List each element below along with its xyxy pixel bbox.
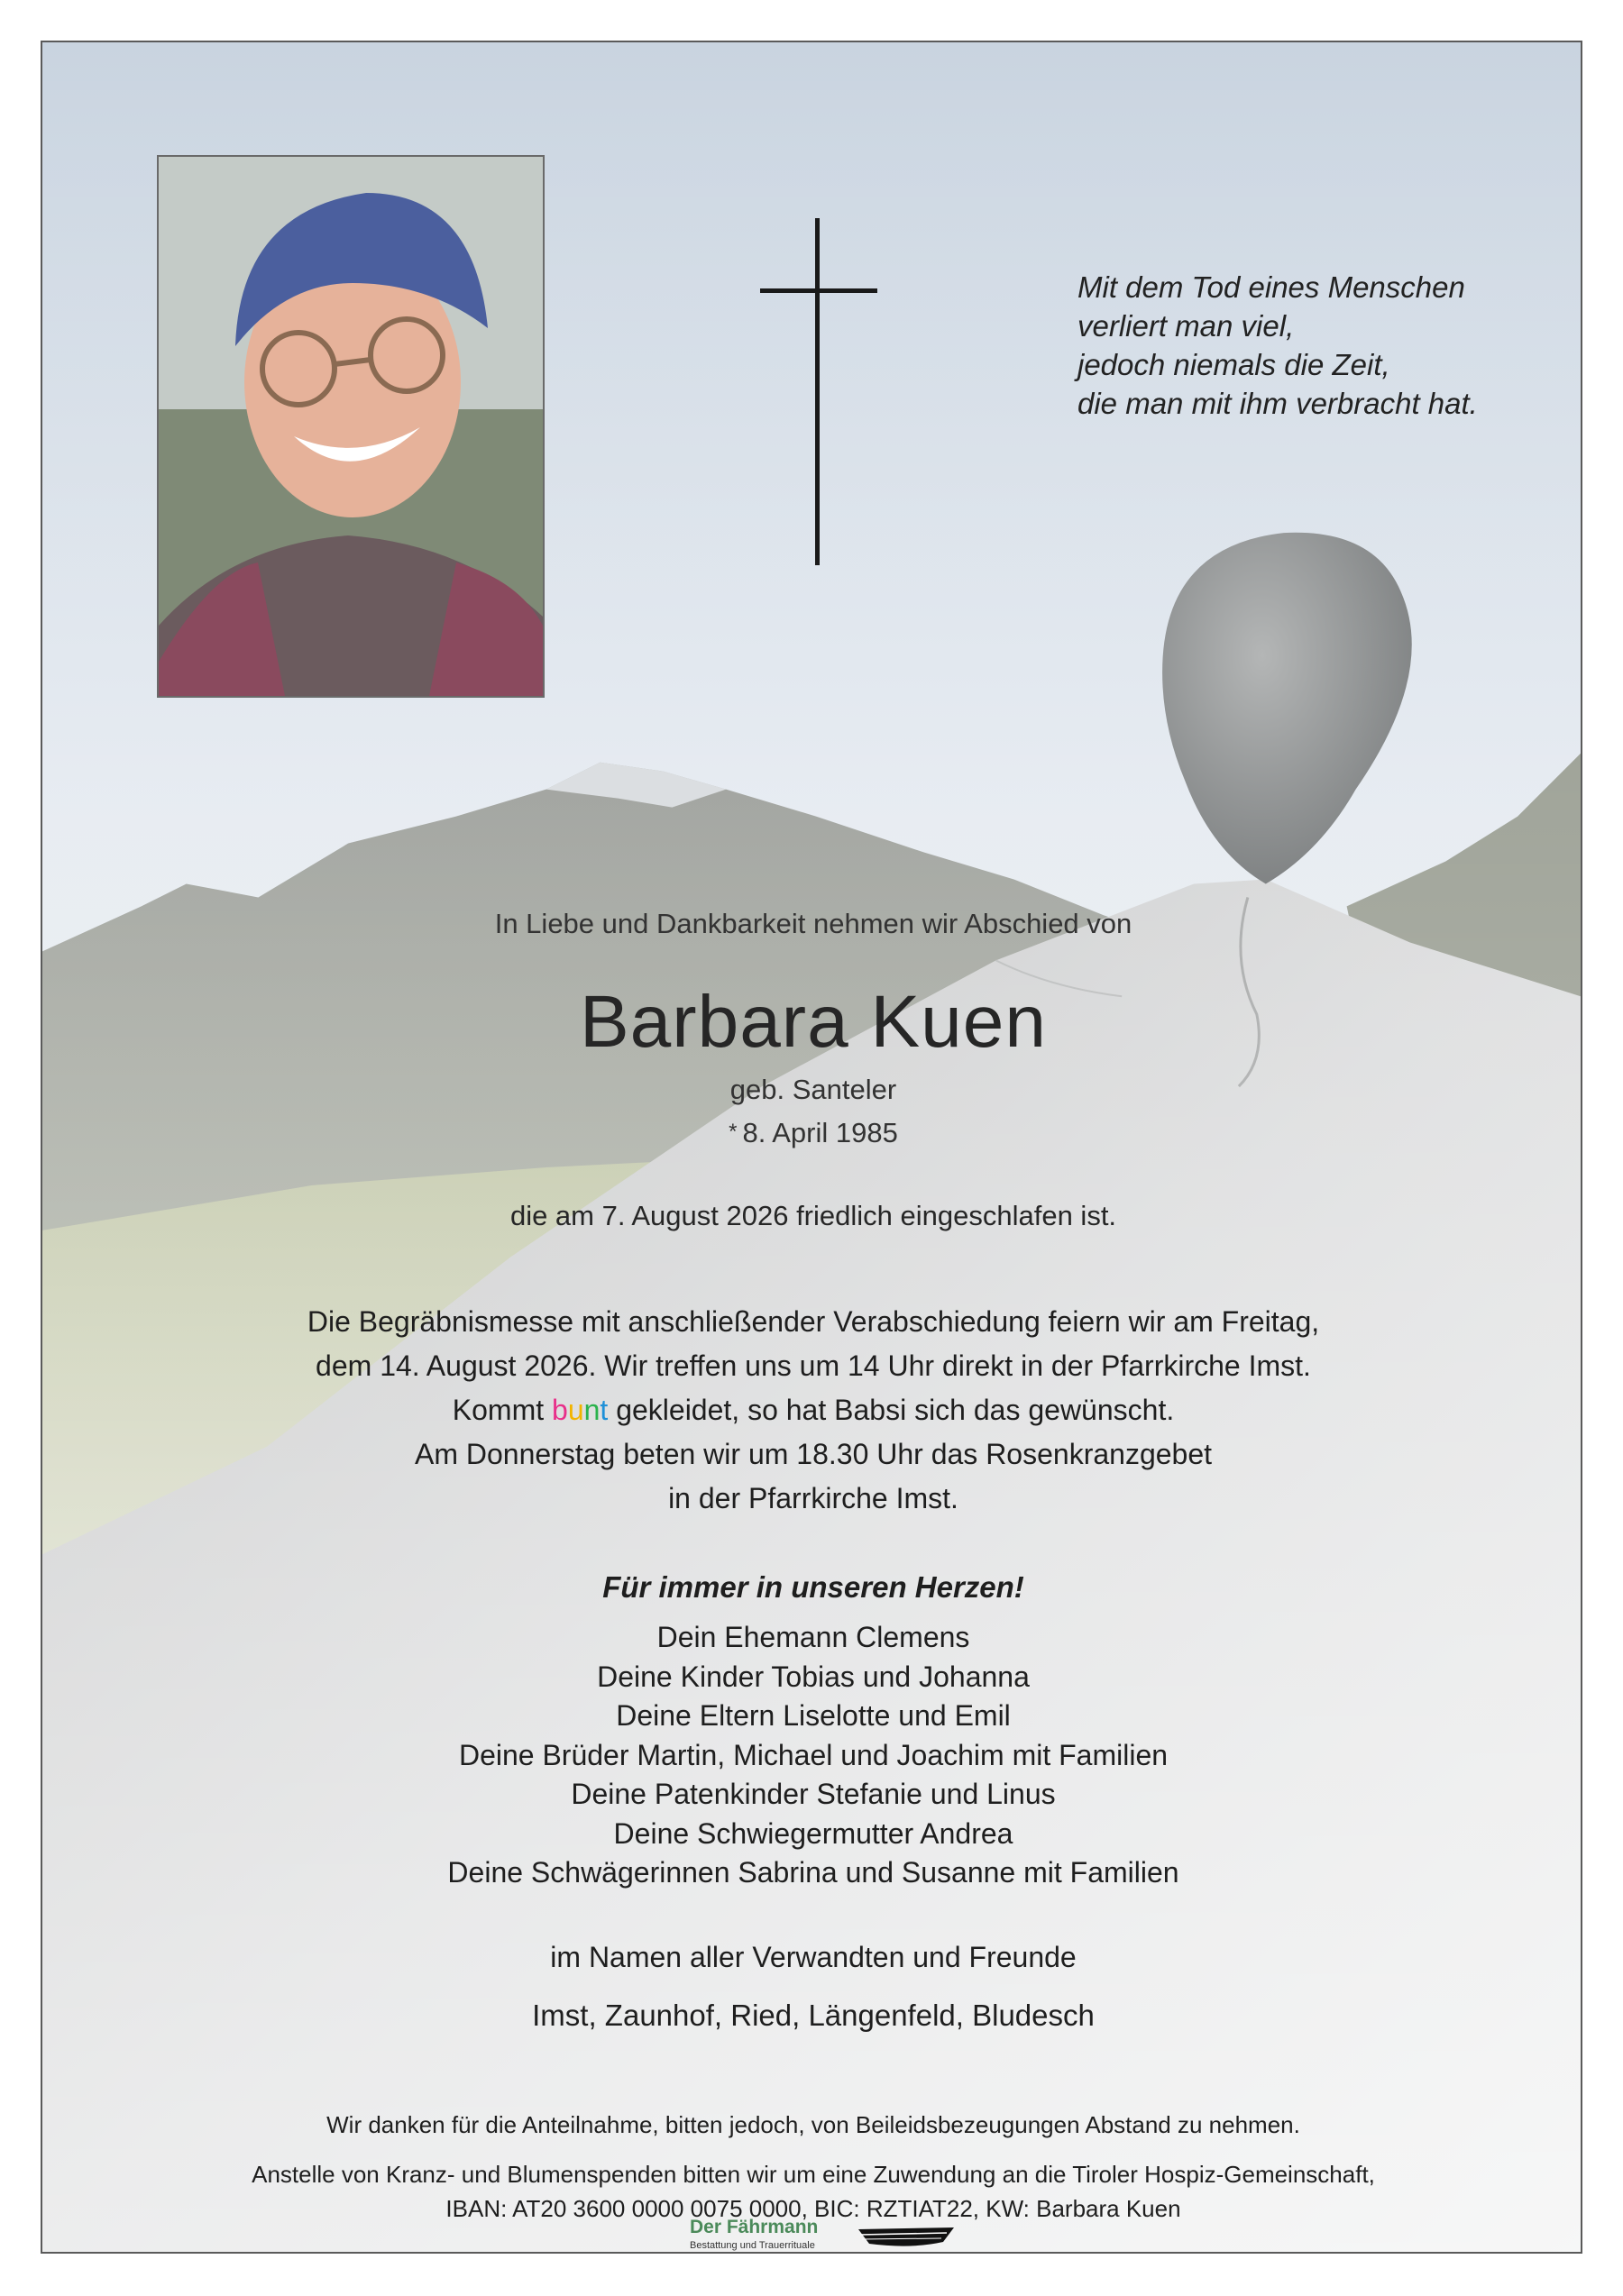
poem-line: verliert man viel, <box>1077 309 1295 343</box>
donation-note: Anstelle von Kranz- und Blumenspenden bitten wir um eine Zuwendung an die Tiroler Hospiz-Gemeinschaft, <box>252 2161 1375 2188</box>
birth-date-text: 8. April 1985 <box>742 1117 898 1148</box>
service-text: Kommt <box>452 1394 553 1426</box>
bunt-letter: b <box>552 1394 568 1426</box>
family-member: Deine Eltern Liselotte und Emil <box>616 1699 1011 1732</box>
family-list <box>42 1618 1582 1893</box>
family-member: Deine Brüder Martin, Michael und Joachim mit Familien <box>458 1738 1169 1771</box>
service-text: gekleidet, so hat Babsi sich das gewünscht. <box>608 1394 1175 1426</box>
portrait-illustration <box>159 157 543 696</box>
service-line: Die Begräbnismesse mit anschließender Verabschiedung feiern wir am Freitag, <box>307 1305 1320 1338</box>
birth-date <box>42 1117 1582 1149</box>
service-line: dem 14. August 2026. Wir treffen uns um 14 Uhr direkt in der Pfarrkirche Imst. <box>316 1349 1311 1382</box>
maiden-name: geb. Santeler <box>729 1074 897 1105</box>
family-member: Deine Schwägerinnen Sabrina und Susanne mit Familien <box>447 1856 1179 1889</box>
poem-line: Mit dem Tod eines Menschen <box>1077 270 1465 304</box>
bunt-letter: n <box>583 1394 601 1426</box>
service-line: Am Donnerstag beten wir um 18.30 Uhr das Rosenkranzgebet <box>414 1438 1213 1470</box>
family-member: Deine Kinder Tobias und Johanna <box>597 1660 1030 1693</box>
service-line: in der Pfarrkirche Imst. <box>668 1482 958 1514</box>
service-details <box>42 1300 1582 1521</box>
portrait-photo <box>157 155 545 698</box>
closing-line: im Namen aller Verwandten und Freunde <box>550 1941 1077 1973</box>
motto: Für immer in unseren Herzen! <box>602 1570 1024 1604</box>
birth-star: * <box>729 1120 738 1144</box>
donation-bank-details: IBAN: AT20 3600 0000 0075 0000, BIC: RZTIAT22, KW: Barbara Kuen <box>445 2195 1181 2222</box>
logo-name: Der Fährmann <box>690 2217 819 2237</box>
bunt-letter: t <box>600 1394 609 1426</box>
boat-icon <box>857 2222 956 2253</box>
obituary-card <box>41 41 1582 2254</box>
funeral-home-logo <box>690 2217 960 2254</box>
family-member: Dein Ehemann Clemens <box>656 1621 970 1653</box>
logo-subtitle: Bestattung und Trauerrituale <box>690 2240 815 2251</box>
poem-line: jedoch niemals die Zeit, <box>1077 348 1390 381</box>
poem-line: die man mit ihm verbracht hat. <box>1077 387 1478 420</box>
memorial-poem <box>1077 268 1582 423</box>
places-line: Imst, Zaunhof, Ried, Längenfeld, Bludesch <box>532 1999 1095 2032</box>
bunt-word <box>552 1394 608 1426</box>
deceased-name: Barbara Kuen <box>579 981 1047 1063</box>
cross-icon <box>760 218 877 565</box>
service-line-colorful <box>42 1388 1582 1432</box>
intro-text: In Liebe und Dankbarkeit nehmen wir Abschied von <box>494 908 1132 939</box>
thanks-note: Wir danken für die Anteilnahme, bitten jedoch, von Beileidsbezeugungen Abstand zu nehmen. <box>326 2111 1300 2138</box>
death-text: die am 7. August 2026 friedlich eingeschlafen ist. <box>509 1200 1117 1231</box>
bunt-letter: u <box>567 1394 584 1426</box>
family-member: Deine Patenkinder Stefanie und Linus <box>571 1778 1056 1810</box>
family-member: Deine Schwiegermutter Andrea <box>613 1816 1013 1850</box>
